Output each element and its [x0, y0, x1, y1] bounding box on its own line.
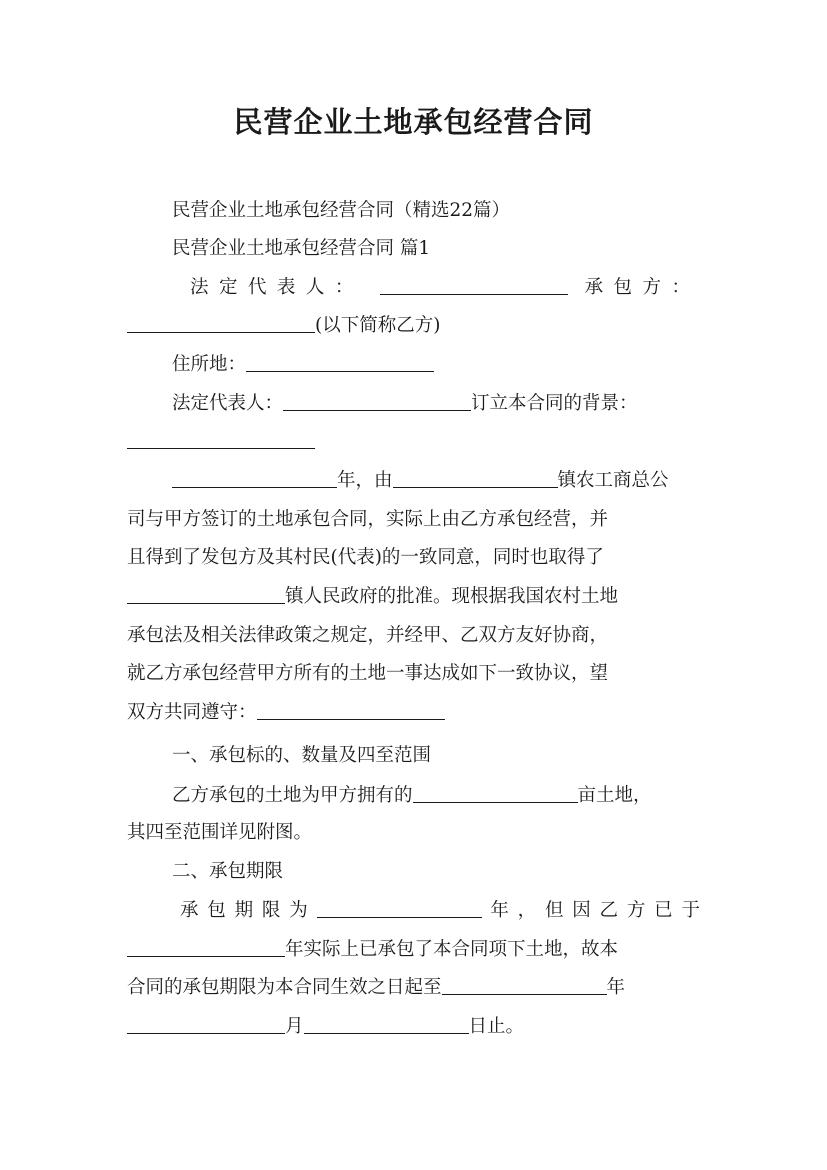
legal-rep-blank [380, 272, 568, 295]
legal-rep-blank-2 [283, 388, 471, 411]
address-blank [246, 349, 434, 372]
year-blank [172, 465, 337, 488]
address-line [172, 347, 707, 383]
contractor-blank [127, 310, 315, 333]
paragraph-text: 亩土地， [577, 785, 652, 806]
term-line-3 [127, 970, 707, 1006]
prior-year-blank [127, 934, 285, 957]
paragraph-text: 镇人民政府的批准。现根据我国农村土地 [285, 586, 619, 607]
term-line-1 [180, 893, 700, 929]
term-line-2 [127, 932, 707, 968]
end-day-blank [304, 1011, 469, 1034]
acreage-blank [413, 780, 578, 803]
subtitle-line: 民营企业土地承包经营合同（精选22篇） [172, 200, 511, 221]
paragraph-text: 镇农工商总公 [557, 470, 669, 491]
paragraph-line-6: 就乙方承包经营甲方所有的土地一事达成如下一致协议，望 [127, 663, 609, 684]
term-line-4 [127, 1009, 707, 1045]
section-heading: 民营企业土地承包经营合同 篇1 [172, 238, 431, 259]
paragraph-line-2: 司与甲方签订的土地承包合同，实际上由乙方承包经营，并 [127, 509, 609, 530]
section-2-heading: 二、承包期限 [172, 861, 284, 882]
legal-rep-line [190, 270, 690, 306]
address-label: 住所地： [172, 354, 247, 375]
land-line-1 [172, 778, 707, 814]
end-year-blank [442, 972, 607, 995]
paragraph-text: 乙方承包的土地为甲方拥有的 [172, 785, 413, 806]
paragraph-text: 合同的承包期限为本合同生效之日起至 [127, 977, 442, 998]
paragraph-text: 年 [606, 977, 626, 998]
paragraph-text: 年，但因乙方已于 [481, 900, 700, 921]
legal-rep-line-2 [172, 386, 707, 422]
paragraph-text: 承包期限为 [180, 900, 317, 921]
agreement-blank [257, 697, 445, 720]
paragraph-line-5: 承包法及相关法律政策之规定，并经甲、乙双方友好协商， [127, 625, 609, 646]
land-line-2: 其四至范围详见附图。 [127, 822, 313, 843]
contractor-line [127, 308, 707, 344]
paragraph-text: 月 [285, 1016, 304, 1037]
paragraph-line-7 [127, 695, 707, 731]
legal-rep-label: 法定代表人： [190, 277, 364, 298]
section-1-heading: 一、承包标的、数量及四至范围 [172, 745, 432, 766]
end-month-blank [127, 1011, 285, 1034]
abbrev-b-text: (以下简称乙方) [315, 315, 441, 336]
legal-rep-label-2: 法定代表人： [172, 393, 284, 414]
background-blank-line [127, 424, 707, 460]
background-blank [127, 426, 315, 449]
paragraph-text: 年，由 [337, 470, 393, 491]
paragraph-text: 双方共同遵守： [127, 702, 257, 723]
paragraph-text: 日止。 [468, 1016, 525, 1037]
paragraph-line-3: 且得到了发包方及其村民(代表)的一致同意，同时也取得了 [127, 547, 604, 568]
term-years-blank [317, 895, 482, 918]
paragraph-line-1 [172, 463, 707, 499]
contractor-label: 承包方： [584, 277, 690, 298]
town-gov-blank [127, 581, 285, 604]
paragraph-text: 年实际上已承包了本合同项下土地，故本 [285, 939, 619, 960]
document-title: 民营企业土地承包经营合同 [233, 105, 594, 139]
town-blank [393, 465, 558, 488]
background-label: 订立本合同的背景： [471, 393, 638, 414]
paragraph-line-4 [127, 579, 707, 615]
